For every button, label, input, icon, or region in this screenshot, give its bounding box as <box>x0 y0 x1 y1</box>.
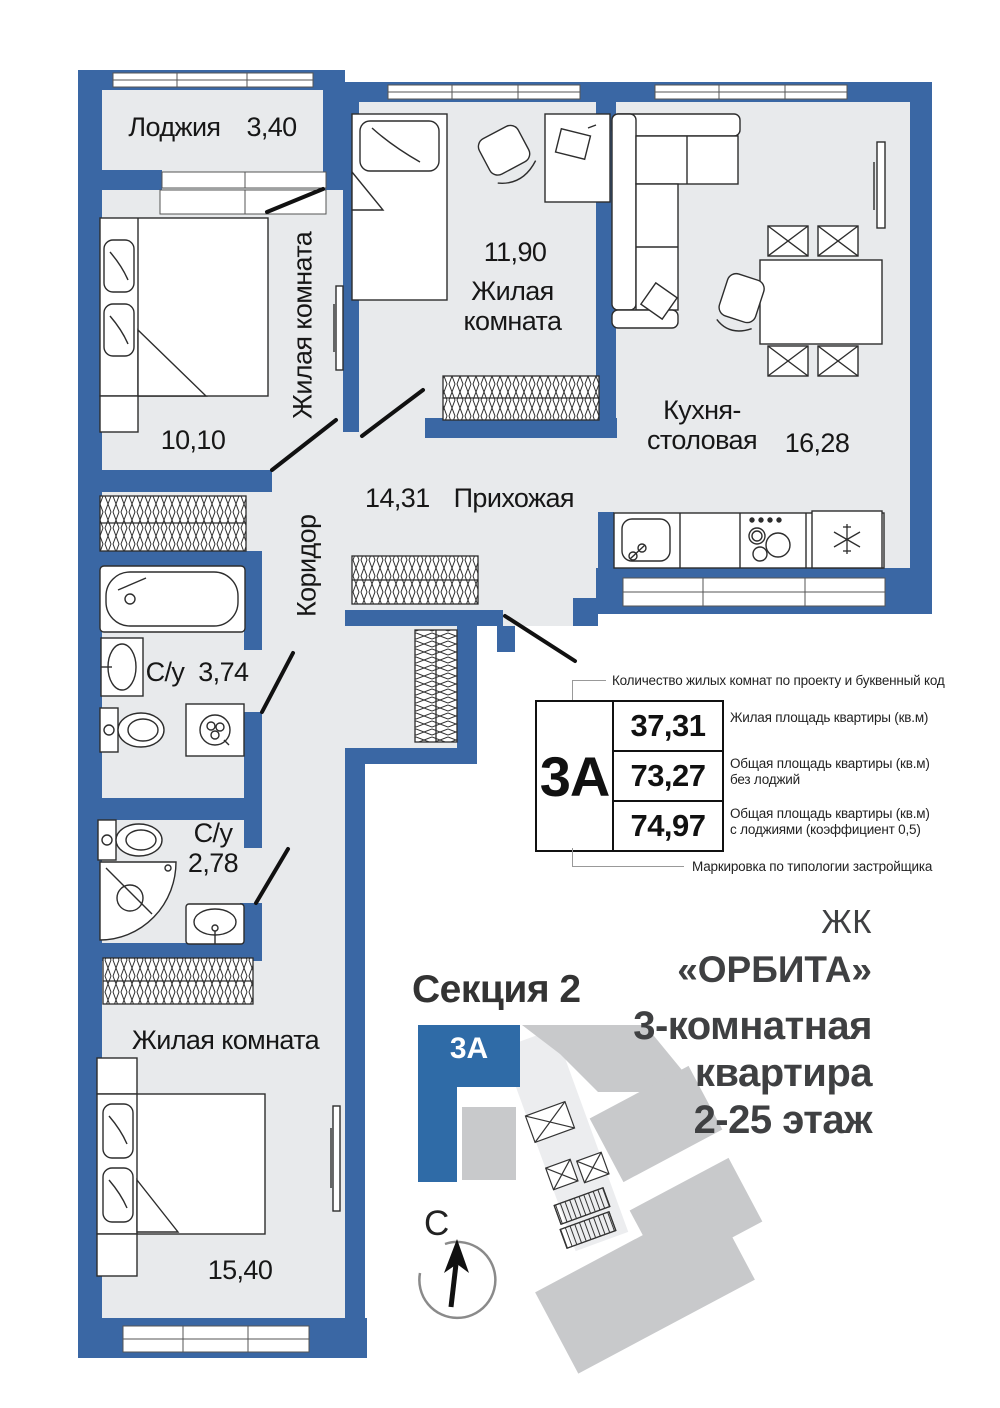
room-area: 3,40 <box>246 112 297 142</box>
room-name: Лоджия <box>128 112 221 142</box>
leader-line <box>572 866 684 867</box>
label-bedroom2: Жилая комната <box>463 276 562 337</box>
apartment-code: 3А <box>537 702 614 850</box>
brand-zhk: ЖК <box>821 903 872 940</box>
wardrobe-bedroom2 <box>443 376 599 420</box>
annotation-living-area: Жилая площадь квартиры (кв.м) <box>730 710 929 725</box>
label-bath2 <box>168 818 258 878</box>
label-bedroom1-area: 10,10 <box>160 425 226 455</box>
label-bath1 <box>132 657 262 688</box>
tv-bedroom3 <box>331 1106 340 1211</box>
room-name: С/у <box>145 657 185 687</box>
window-loggia <box>113 73 313 87</box>
label-corridor: Коридор <box>291 514 322 618</box>
window-bedroom2 <box>388 85 580 99</box>
info-top-note: Количество жилых комнат по проекту и буквенный код <box>612 673 945 688</box>
brand-orbita: «ОРБИТА» <box>677 949 872 990</box>
leader-line <box>572 680 573 700</box>
brand-floors: 2-25 этаж <box>693 1098 872 1143</box>
section-block-code: 3А <box>449 1032 489 1065</box>
room-area: 3,74 <box>198 657 249 687</box>
kitchen-counter <box>614 511 884 568</box>
brand-rooms: 3-комнатная <box>633 1004 872 1048</box>
room-name: С/у <box>193 818 233 848</box>
wardrobe-hall-vertical <box>415 630 457 742</box>
balcony-door-band <box>160 172 326 214</box>
info-bottom-note: Маркировка по типологии застройщика <box>692 859 933 874</box>
north-arrow-icon <box>419 1239 495 1318</box>
label-bedroom3-area: 15,40 <box>207 1255 273 1285</box>
total-area-value: 73,27 <box>614 750 722 800</box>
branding-block <box>452 903 872 1145</box>
stool <box>818 346 858 376</box>
living-area-value: 37,31 <box>630 708 706 743</box>
apartment-info-table <box>535 700 724 852</box>
annotation-total-area-loggia: Общая площадь квартиры (кв.м) с лоджиями (коэффициент 0,5) <box>730 806 930 838</box>
brand-apartment: квартира <box>694 1051 872 1096</box>
room-area: 2,78 <box>187 848 239 879</box>
north-label: С <box>424 1204 450 1243</box>
window-bedroom3 <box>123 1326 309 1352</box>
leader-line <box>572 848 573 866</box>
label-bedroom3: Жилая комната <box>131 1025 320 1055</box>
label-kitchen: Кухня-столовая <box>647 395 757 456</box>
section-title: Секция 2 <box>412 968 581 1011</box>
label-loggia <box>105 112 320 143</box>
label-bedroom1: Жилая комната <box>287 231 318 419</box>
label-bedroom2-area: 11,90 <box>483 237 547 267</box>
wardrobe-hall <box>352 556 478 604</box>
stool <box>768 226 808 256</box>
annotation-total-area: Общая площадь квартиры (кв.м) без лоджий <box>730 756 930 788</box>
stool <box>768 346 808 376</box>
leader-line <box>572 680 606 681</box>
label-hall <box>362 483 577 514</box>
stool <box>818 226 858 256</box>
total-area-with-loggia-value: 74,97 <box>614 800 722 850</box>
room-name: Прихожая <box>453 483 574 513</box>
window-kitchen-bottom <box>623 578 885 606</box>
wardrobe-corridor-niche <box>100 496 246 551</box>
label-kitchen-area: 16,28 <box>784 428 850 458</box>
wardrobe-bedroom3 <box>103 958 253 1004</box>
window-kitchen-top <box>655 85 847 99</box>
tv-bedroom1 <box>334 286 343 370</box>
room-area: 14,31 <box>365 483 430 513</box>
